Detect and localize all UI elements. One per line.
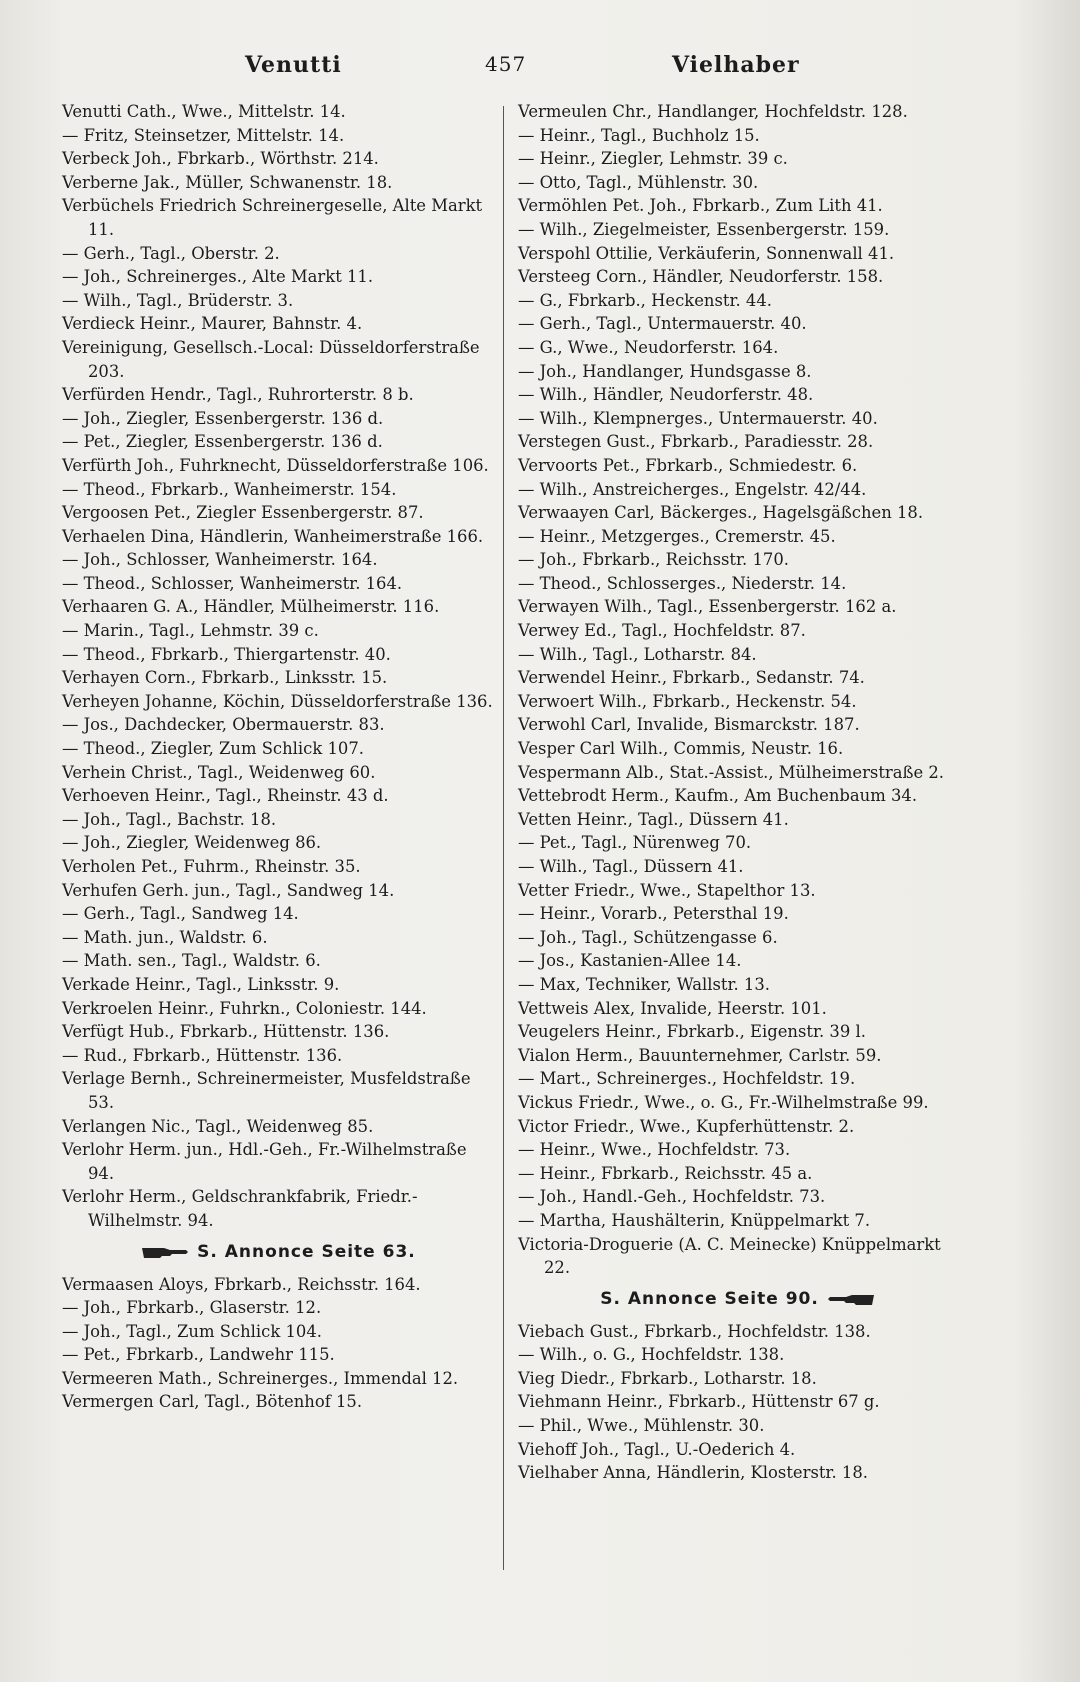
directory-entry: Vermergen Carl, Tagl., Bötenhof 15. <box>62 1392 363 1412</box>
directory-entry: Verfürth Joh., Fuhrknecht, Düsseldorferstraße 106. <box>62 455 489 475</box>
directory-entry: — Wilh., Tagl., Lotharstr. 84. <box>518 644 757 664</box>
directory-entry: — Theod., Fbrkarb., Thiergartenstr. 40. <box>62 644 391 664</box>
directory-entry: Verbeck Joh., Fbrkarb., Wörthstr. 214. <box>62 149 379 169</box>
directory-entry: Vermeeren Math., Schreinerges., Immendal 12. <box>62 1368 459 1388</box>
directory-entry: Verstegen Gust., Fbrkarb., Paradiesstr. 28. <box>518 432 874 452</box>
directory-entry: Verholen Pet., Fuhrm., Rheinstr. 35. <box>62 857 361 876</box>
directory-entry: — Phil., Wwe., Mühlenstr. 30. <box>518 1416 765 1436</box>
directory-entry: Vespermann Alb., Stat.-Assist., Mülheimerstraße 2. <box>518 762 945 782</box>
directory-entry: — Math. sen., Tagl., Waldstr. 6. <box>62 951 321 971</box>
directory-entry: — G., Fbrkarb., Heckenstr. 44. <box>518 290 772 310</box>
directory-entry: Vieg Diedr., Fbrkarb., Lotharstr. 18. <box>518 1368 817 1388</box>
directory-entry: Verhoeven Heinr., Tagl., Rheinstr. 43 d. <box>62 786 389 806</box>
right-annonce <box>518 1286 958 1312</box>
directory-entry: — Joh., Handlanger, Hundsgasse 8. <box>518 361 812 381</box>
directory-entry: — Gerh., Tagl., Oberstr. 2. <box>62 243 280 263</box>
directory-entry: Verspohl Ottilie, Verkäuferin, Sonnenwall 41. <box>518 243 895 263</box>
directory-entry: — Theod., Ziegler, Zum Schlick 107. <box>62 739 364 759</box>
directory-entry: Verkade Heinr., Tagl., Linksstr. 9. <box>62 974 340 994</box>
directory-entry: Viehmann Heinr., Fbrkarb., Hüttenstr 67 g. <box>518 1392 880 1412</box>
directory-entry: Verhaelen Dina, Händlerin, Wanheimerstraße 166. <box>62 526 484 546</box>
page-number: 457 <box>485 52 527 76</box>
directory-entry: Vetter Friedr., Wwe., Stapelthor 13. <box>518 880 816 900</box>
directory-entry: — Theod., Schlosser, Wanheimerstr. 164. <box>62 573 403 593</box>
directory-entry: — Joh., Tagl., Zum Schlick 104. <box>62 1321 322 1341</box>
directory-entry: — Heinr., Wwe., Hochfeldstr. 73. <box>518 1140 791 1160</box>
left-annonce-text: S. Annonce Seite 63. <box>197 1241 416 1262</box>
directory-entry: Verhaaren G. A., Händler, Mülheimerstr. 116. <box>62 597 440 617</box>
directory-entry: Verhein Christ., Tagl., Weidenweg 60. <box>62 762 376 782</box>
directory-entry: — Joh., Tagl., Bachstr. 18. <box>62 809 277 829</box>
directory-entry: — Joh., Handl.-Geh., Hochfeldstr. 73. <box>518 1187 826 1207</box>
directory-entry: Vettebrodt Herm., Kaufm., Am Buchenbaum 34. <box>518 786 918 806</box>
column-divider <box>503 106 504 1570</box>
directory-entry: — Pet., Fbrkarb., Landwehr 115. <box>62 1345 335 1365</box>
directory-entry: — Joh., Schreinerges., Alte Markt 11. <box>62 267 374 287</box>
right-annonce-text: S. Annonce Seite 90. <box>600 1288 819 1309</box>
directory-entry: — Max, Techniker, Wallstr. 13. <box>518 974 770 994</box>
directory-entry: Versteeg Corn., Händler, Neudorferstr. 158. <box>518 267 884 287</box>
directory-entry: Vervoorts Pet., Fbrkarb., Schmiedestr. 6. <box>518 455 858 475</box>
directory-entry: — Heinr., Tagl., Buchholz 15. <box>518 125 760 145</box>
directory-entry: Victor Friedr., Wwe., Kupferhüttenstr. 2. <box>518 1116 855 1136</box>
directory-entry: — Wilh., o. G., Hochfeldstr. 138. <box>518 1345 785 1365</box>
directory-entry: — Joh., Fbrkarb., Glaserstr. 12. <box>62 1298 322 1318</box>
directory-entry: Verwohl Carl, Invalide, Bismarckstr. 187. <box>518 715 860 735</box>
directory-entry: — Rud., Fbrkarb., Hüttenstr. 136. <box>62 1045 343 1065</box>
directory-entry: Vermeulen Chr., Handlanger, Hochfeldstr. 128. <box>518 102 908 121</box>
directory-entry: Verfürden Hendr., Tagl., Ruhrorterstr. 8 b. <box>62 385 414 405</box>
directory-entry: Vergoosen Pet., Ziegler Essenbergerstr. 87. <box>62 503 424 523</box>
directory-entry: Vermöhlen Pet. Joh., Fbrkarb., Zum Lith 41. <box>518 196 883 216</box>
directory-entry: — Heinr., Fbrkarb., Reichsstr. 45 a. <box>518 1163 813 1183</box>
directory-entry: Victoria-Droguerie (A. C. Meinecke) Knüppelmarkt 22. <box>518 1234 941 1278</box>
directory-entry: — Wilh., Tagl., Düssern 41. <box>518 857 744 876</box>
directory-entry: Vettweis Alex, Invalide, Heerstr. 101. <box>518 998 827 1018</box>
directory-entry: Verdieck Heinr., Maurer, Bahnstr. 4. <box>62 314 363 334</box>
directory-entry: Viehoff Joh., Tagl., U.-Oederich 4. <box>518 1439 796 1459</box>
right-entries <box>518 100 958 1280</box>
left-entries-after <box>62 1273 494 1415</box>
pointing-hand-icon <box>826 1292 876 1306</box>
directory-entry: Verhayen Corn., Fbrkarb., Linksstr. 15. <box>62 668 388 688</box>
directory-entry: Verfügt Hub., Fbrkarb., Hüttenstr. 136. <box>62 1022 390 1042</box>
directory-entry: — Martha, Haushälterin, Knüppelmarkt 7. <box>518 1210 871 1230</box>
directory-entry: Veugelers Heinr., Fbrkarb., Eigenstr. 39 l. <box>518 1022 866 1042</box>
directory-entry: Verwendel Heinr., Fbrkarb., Sedanstr. 74. <box>518 668 865 688</box>
directory-entry: — Gerh., Tagl., Untermauerstr. 40. <box>518 314 807 334</box>
directory-entry: Vialon Herm., Bauunternehmer, Carlstr. 59. <box>518 1045 882 1065</box>
directory-entry: — Joh., Fbrkarb., Reichsstr. 170. <box>518 550 789 570</box>
directory-entry: — Heinr., Ziegler, Lehmstr. 39 c. <box>518 149 788 169</box>
directory-entry: Vickus Friedr., Wwe., o. G., Fr.-Wilhelmstraße 99. <box>518 1092 929 1112</box>
directory-entry: — Wilh., Tagl., Brüderstr. 3. <box>62 290 294 310</box>
directory-entry: — Pet., Ziegler, Essenbergerstr. 136 d. <box>62 432 383 452</box>
directory-entry: — Wilh., Anstreicherges., Engelstr. 42/44. <box>518 479 867 499</box>
directory-entry: Verlohr Herm., Geldschrankfabrik, Friedr.-Wilhelmstr. 94. <box>62 1187 418 1230</box>
directory-entry: Verwayen Wilh., Tagl., Essenbergerstr. 162 a. <box>518 597 897 617</box>
directory-entry: — Joh., Ziegler, Essenbergerstr. 136 d. <box>62 408 384 428</box>
left-entries <box>62 100 494 1233</box>
directory-entry: — Joh., Ziegler, Weidenweg 86. <box>62 833 322 853</box>
left-annonce <box>62 1239 494 1265</box>
directory-entry: — Fritz, Steinsetzer, Mittelstr. 14. <box>62 125 345 145</box>
directory-entry: — Joh., Tagl., Schützengasse 6. <box>518 927 778 947</box>
directory-entry: Venutti Cath., Wwe., Mittelstr. 14. <box>62 102 346 121</box>
directory-entry: Verkroelen Heinr., Fuhrkn., Coloniestr. 144. <box>62 998 427 1018</box>
header-right-keyword: Vielhaber <box>672 52 800 78</box>
directory-entry: Verwey Ed., Tagl., Hochfeldstr. 87. <box>518 621 806 641</box>
directory-entry: — Wilh., Ziegelmeister, Essenbergerstr. 159. <box>518 219 890 239</box>
directory-entry: Verhufen Gerh. jun., Tagl., Sandweg 14. <box>62 880 395 900</box>
directory-entry: — Jos., Dachdecker, Obermauerstr. 83. <box>62 715 385 735</box>
directory-entry: — Wilh., Klempnerges., Untermauerstr. 40. <box>518 408 878 428</box>
directory-entry: Vetten Heinr., Tagl., Düssern 41. <box>518 809 789 829</box>
page-header <box>0 48 1080 88</box>
left-column <box>62 100 494 1414</box>
directory-entry: Verwaayen Carl, Bäckerges., Hagelsgäßchen 18. <box>518 503 924 523</box>
directory-entry: Verlohr Herm. jun., Hdl.-Geh., Fr.-Wilhelmstraße 94. <box>62 1140 467 1183</box>
directory-entry: — Theod., Schlosserges., Niederstr. 14. <box>518 573 847 593</box>
directory-entry: — Math. jun., Waldstr. 6. <box>62 927 268 947</box>
directory-entry: — Joh., Schlosser, Wanheimerstr. 164. <box>62 550 378 570</box>
directory-entry: Verlage Bernh., Schreinermeister, Musfeldstraße 53. <box>62 1069 471 1112</box>
directory-entry: Vermaasen Aloys, Fbrkarb., Reichsstr. 164. <box>62 1274 421 1294</box>
directory-entry: — Wilh., Händler, Neudorferstr. 48. <box>518 385 814 405</box>
pointing-hand-icon <box>140 1245 190 1259</box>
header-left-keyword: Venutti <box>245 52 342 78</box>
directory-entry: — Gerh., Tagl., Sandweg 14. <box>62 904 299 924</box>
directory-entry: Verheyen Johanne, Köchin, Düsseldorferstraße 136. <box>62 691 493 711</box>
directory-entry: — G., Wwe., Neudorferstr. 164. <box>518 337 779 357</box>
directory-entry: Verlangen Nic., Tagl., Weidenweg 85. <box>62 1116 374 1136</box>
directory-entry: — Heinr., Metzgerges., Cremerstr. 45. <box>518 526 836 546</box>
directory-entry: Verwoert Wilh., Fbrkarb., Heckenstr. 54. <box>518 691 857 711</box>
directory-entry: — Theod., Fbrkarb., Wanheimerstr. 154. <box>62 479 397 499</box>
directory-entry: Viebach Gust., Fbrkarb., Hochfeldstr. 138. <box>518 1321 871 1341</box>
directory-entry: — Jos., Kastanien-Allee 14. <box>518 951 742 971</box>
directory-entry: Vereinigung, Gesellsch.-Local: Düsseldorferstraße 203. <box>62 337 480 381</box>
directory-entry: Verbüchels Friedrich Schreinergeselle, Alte Markt 11. <box>62 196 483 239</box>
directory-entry: — Heinr., Vorarb., Petersthal 19. <box>518 904 789 924</box>
directory-entry: — Otto, Tagl., Mühlenstr. 30. <box>518 172 759 192</box>
directory-entry: — Pet., Tagl., Nürenweg 70. <box>518 833 752 853</box>
directory-entry: — Marin., Tagl., Lehmstr. 39 c. <box>62 621 319 641</box>
right-column <box>518 100 958 1485</box>
directory-entry: Verberne Jak., Müller, Schwanenstr. 18. <box>62 172 393 192</box>
directory-entry: Vesper Carl Wilh., Commis, Neustr. 16. <box>518 739 844 759</box>
directory-entry: Vielhaber Anna, Händlerin, Klosterstr. 18. <box>518 1463 868 1483</box>
directory-entry: — Mart., Schreinerges., Hochfeldstr. 19. <box>518 1069 856 1089</box>
right-entries-after <box>518 1320 958 1485</box>
